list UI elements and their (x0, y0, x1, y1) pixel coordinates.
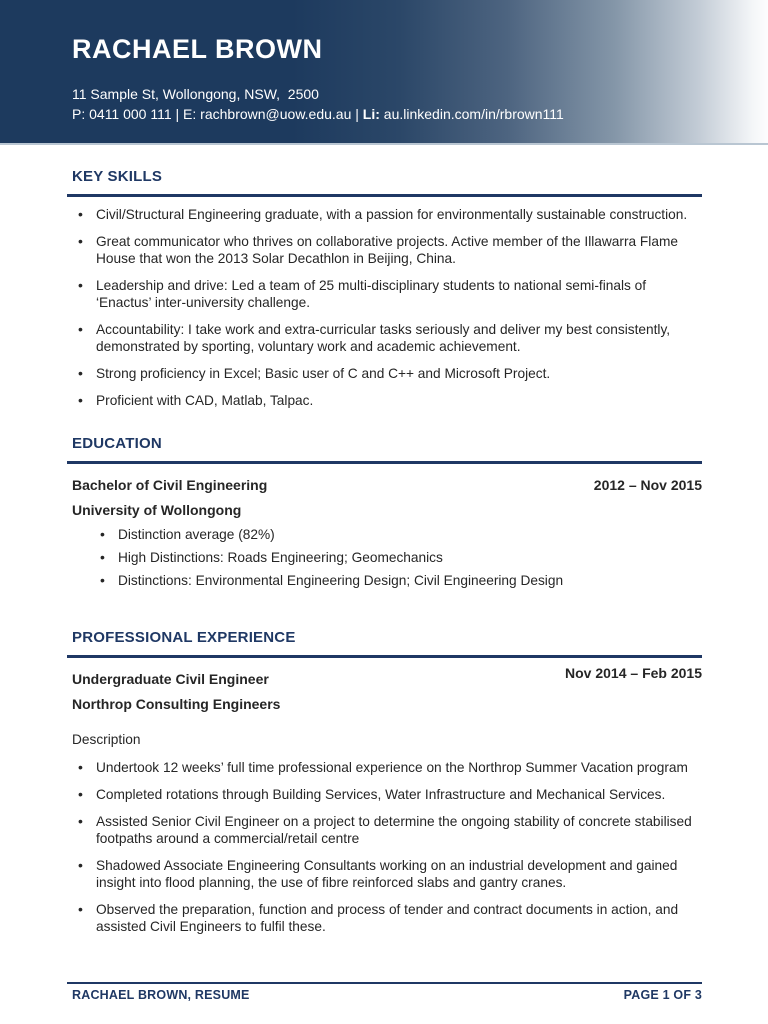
key-skills-list (67, 206, 702, 409)
list-item: • Strong proficiency in Excel; Basic user of C and C++ and Microsoft Project. (67, 365, 702, 382)
linkedin-label: Li: (362, 105, 380, 122)
experience-title: PROFESSIONAL EXPERIENCE (72, 629, 296, 646)
experience-dates: Nov 2014 – Feb 2015 (565, 665, 702, 681)
education-entry-header (67, 477, 702, 494)
institution-name: University of Wollongong (72, 502, 242, 518)
company-name: Northrop Consulting Engineers (72, 696, 281, 712)
education-dates: 2012 – Nov 2015 (593, 477, 702, 493)
contact-line (72, 104, 768, 124)
list-item: • Observed the preparation, function and process of tender and contract documents in action, and assisted Civil Engineers to fulfil these. (67, 901, 702, 935)
person-name: RACHAEL BROWN (72, 34, 323, 64)
education-list (89, 526, 702, 589)
resume-header (0, 0, 768, 145)
list-item: • Accountability: I take work and extra-curricular tasks seriously and deliver my best consistently, demonstrated by sporting, voluntary work and academic achievement. (67, 321, 702, 355)
degree-name: Bachelor of Civil Engineering (72, 477, 268, 493)
section-education (67, 435, 702, 589)
section-key-skills (67, 168, 702, 409)
education-title: EDUCATION (72, 435, 162, 452)
list-item: • Shadowed Associate Engineering Consultants working on an industrial development and gained insight into flood planning, the use of fibre reinforced slabs and gantry cranes. (67, 857, 702, 891)
linkedin-url: au.linkedin.com/in/rbrown111 (379, 105, 564, 122)
footer-text-row (67, 988, 702, 1002)
footer-document-title: RACHAEL BROWN, RESUME (72, 988, 250, 1002)
list-item: • Undertook 12 weeks’ full time professional experience on the Northrop Summer Vacation program (67, 759, 702, 776)
footer-divider (67, 982, 702, 985)
phone-email-text: P: 0411 000 111 | E: rachbrown@uow.edu.au | (72, 105, 363, 122)
list-item: • Assisted Senior Civil Engineer on a project to determine the ongoing stability of concrete stabilised footpaths around a commercial/retail centre (67, 813, 702, 847)
job-role: Undergraduate Civil Engineer (72, 671, 269, 687)
list-item: • High Distinctions: Roads Engineering; Geomechanics (89, 549, 702, 566)
list-item: • Leadership and drive: Led a team of 25 multi-disciplinary students to national semi-finals of ‘Enactus’ inter-university challenge. (67, 277, 702, 311)
list-item: • Distinction average (82%) (89, 526, 702, 543)
section-divider (67, 655, 702, 658)
address-line: 11 Sample St, Wollongong, NSW, 2500 (72, 85, 319, 102)
list-item: • Completed rotations through Building Services, Water Infrastructure and Mechanical Services. (67, 786, 702, 803)
list-item: • Proficient with CAD, Matlab, Talpac. (67, 392, 702, 409)
experience-entry-header (67, 665, 702, 688)
list-item: • Distinctions: Environmental Engineering Design; Civil Engineering Design (89, 572, 702, 589)
section-divider (67, 194, 702, 197)
page-number: PAGE 1 OF 3 (623, 988, 702, 1002)
key-skills-title: KEY SKILLS (72, 168, 163, 185)
resume-body (0, 145, 768, 935)
section-professional-experience (67, 629, 702, 935)
experience-list (67, 759, 702, 935)
description-label: Description (72, 732, 141, 747)
list-item: • Civil/Structural Engineering graduate, with a passion for environmentally sustainable construction. (67, 206, 702, 223)
list-item: • Great communicator who thrives on collaborative projects. Active member of the Illawarra Flame House that won the 2013 Solar Decathlon in Beijing, China. (67, 233, 702, 267)
page-footer (67, 982, 702, 1003)
section-divider (67, 461, 702, 464)
